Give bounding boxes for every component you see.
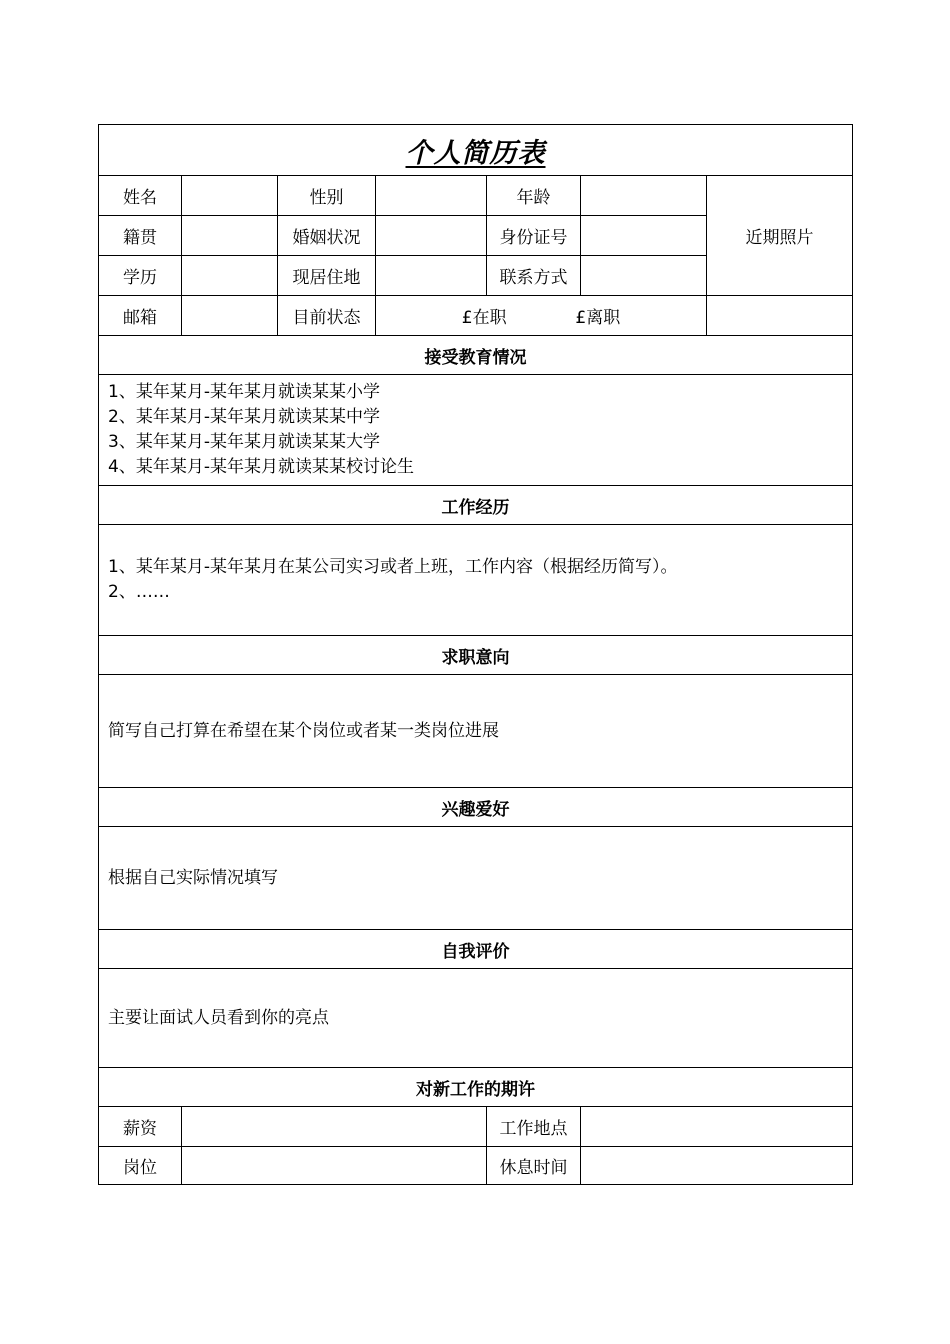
education-line: 4、某年某月-某年某月就读某某校讨论生 bbox=[108, 457, 414, 477]
status-options bbox=[376, 296, 707, 336]
page-title: 个人简历表 bbox=[405, 137, 546, 169]
position-field[interactable] bbox=[182, 1147, 487, 1185]
photo-bottom-cell bbox=[707, 296, 853, 336]
hobby-content[interactable] bbox=[99, 827, 853, 930]
gender-field[interactable] bbox=[376, 176, 487, 216]
photo-label: 近期照片 bbox=[745, 228, 814, 248]
age-label: 年龄 bbox=[487, 176, 581, 216]
self-eval-text: 主要让面试人员看到你的亮点 bbox=[108, 1007, 329, 1028]
work-line: 2、…… bbox=[108, 582, 170, 602]
education-line: 1、某年某月-某年某月就读某某小学 bbox=[108, 382, 380, 402]
education-line: 3、某年某月-某年某月就读某某大学 bbox=[108, 432, 380, 452]
education-content[interactable] bbox=[99, 375, 853, 486]
residence-label: 现居住地 bbox=[278, 256, 376, 296]
education-line: 2、某年某月-某年某月就读某某中学 bbox=[108, 407, 380, 427]
marital-field[interactable] bbox=[376, 216, 487, 256]
resume-table bbox=[98, 124, 853, 1185]
resume-sheet bbox=[98, 124, 852, 1194]
intent-text: 简写自己打算在希望在某个岗位或者某一类岗位进展 bbox=[108, 720, 499, 741]
gender-label: 性别 bbox=[278, 176, 376, 216]
residence-field[interactable] bbox=[376, 256, 487, 296]
self-eval-heading: 自我评价 bbox=[99, 930, 853, 969]
email-field[interactable] bbox=[182, 296, 278, 336]
rest-time-field[interactable] bbox=[581, 1147, 853, 1185]
age-field[interactable] bbox=[581, 176, 707, 216]
status-label: 目前状态 bbox=[278, 296, 376, 336]
work-location-field[interactable] bbox=[581, 1107, 853, 1147]
education-level-label: 学历 bbox=[99, 256, 182, 296]
contact-field[interactable] bbox=[581, 256, 707, 296]
contact-label: 联系方式 bbox=[487, 256, 581, 296]
id-number-label: 身份证号 bbox=[487, 216, 581, 256]
salary-field[interactable] bbox=[182, 1107, 487, 1147]
status-option-employed[interactable]: £在职 bbox=[461, 308, 507, 328]
hobby-text: 根据自己实际情况填写 bbox=[108, 867, 278, 888]
work-line: 1、某年某月-某年某月在某公司实习或者上班，工作内容（根据经历简写）。 bbox=[108, 557, 678, 577]
name-field[interactable] bbox=[182, 176, 278, 216]
name-label: 姓名 bbox=[99, 176, 182, 216]
education-heading: 接受教育情况 bbox=[99, 336, 853, 375]
self-eval-content[interactable] bbox=[99, 969, 853, 1068]
hobby-heading: 兴趣爱好 bbox=[99, 788, 853, 827]
photo-placeholder[interactable] bbox=[707, 176, 853, 296]
title-cell bbox=[99, 125, 853, 176]
work-heading: 工作经历 bbox=[99, 486, 853, 525]
hometown-field[interactable] bbox=[182, 216, 278, 256]
status-option-resigned[interactable]: £离职 bbox=[575, 308, 621, 328]
work-location-label: 工作地点 bbox=[487, 1107, 581, 1147]
email-label: 邮箱 bbox=[99, 296, 182, 336]
intent-heading: 求职意向 bbox=[99, 636, 853, 675]
marital-label: 婚姻状况 bbox=[278, 216, 376, 256]
intent-content[interactable] bbox=[99, 675, 853, 788]
rest-time-label: 休息时间 bbox=[487, 1147, 581, 1185]
salary-label: 薪资 bbox=[99, 1107, 182, 1147]
id-number-field[interactable] bbox=[581, 216, 707, 256]
position-label: 岗位 bbox=[99, 1147, 182, 1185]
hometown-label: 籍贯 bbox=[99, 216, 182, 256]
work-content[interactable] bbox=[99, 525, 853, 636]
expectation-heading: 对新工作的期许 bbox=[99, 1068, 853, 1107]
education-level-field[interactable] bbox=[182, 256, 278, 296]
